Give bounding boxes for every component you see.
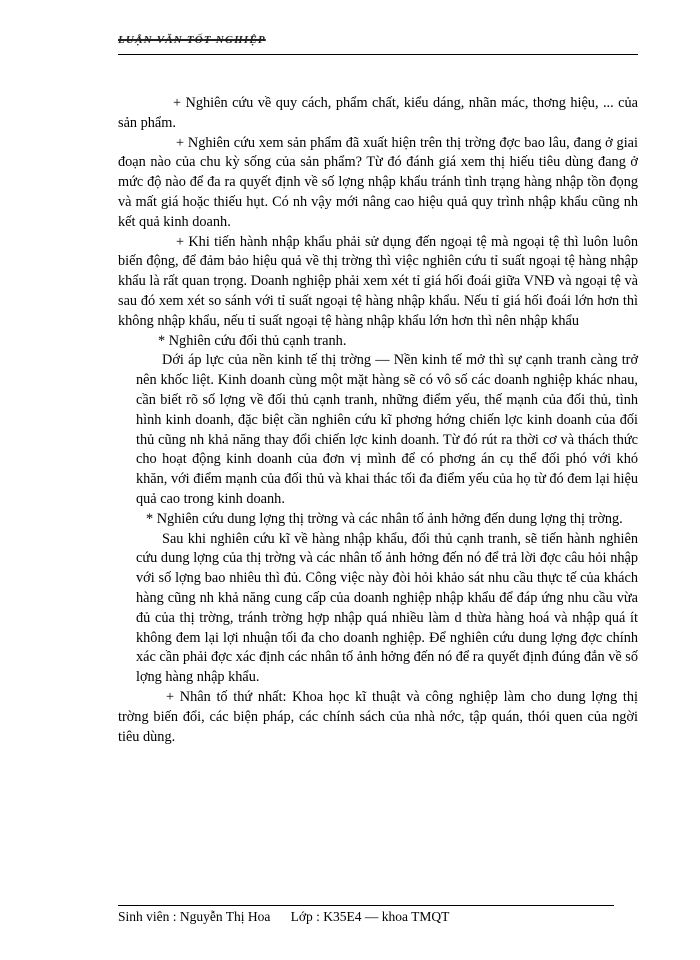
heading-market-capacity: * Nghiên cứu dung lợng thị trờng và các nhân tố ảnh hởng đến dung lợng thị trờng. (146, 510, 623, 527)
footer-student: Sinh viên : Nguyễn Thị Hoa (118, 909, 271, 924)
paragraph-product-specs: + Nghiên cứu về quy cách, phẩm chất, kiểu dáng, nhãn mác, thơng hiệu, ... của sản phẩm. (118, 95, 638, 131)
paragraph-first-factor: + Nhân tố thứ nhất: Khoa học kĩ thuật và công nghiệp làm cho dung lợng thị trờng biến đổi, các biện pháp, các chính sách của nhà nớc, tập quán, thói quen của ngời tiêu dùng. (118, 688, 638, 745)
paragraph-foreign-currency: + Khi tiến hành nhập khẩu phải sử dụng đến ngoại tệ mà ngoại tệ thì luôn luôn biến động, để đảm bảo hiệu quả về thị trờng thì việc nghiên cứu tỉ suất ngoại tệ hàng nhập khẩu là rất quan trọng. Doanh nghiệp phải xem xét tỉ giá hối đoái giữa VNĐ và ngoại tệ và sau đó xem xét so sánh với tỉ suất ngoại tệ hàng nhập khẩu. Nếu tỉ giá hối đoái lớn hơn thì không nhập khẩu, nếu tỉ suất ngoại tệ hàng nhập khẩu lớn hơn thì nên nhập khẩu (118, 233, 638, 329)
page-header (118, 36, 638, 55)
paragraph-product-lifecycle: + Nghiên cứu xem sản phẩm đã xuất hiện trên thị trờng đợc bao lâu, đang ở giai đoạn nào của chu kỳ sống của sản phẩm? Từ đó đánh giá xem thị hiếu tiêu dùng đang ở mức độ nào để đa ra quyết định về số lợng nhập khẩu tránh tình trạng hàng nhập tồn đọng và mất giá hoặc thiếu hụt. Có nh vậy mới nâng cao hiệu quả quy trình nhập khẩu cũng nh kết quả kinh doanh. (118, 134, 638, 230)
document-body (118, 94, 638, 747)
page-footer (118, 909, 638, 925)
footer-class: Lớp : K35E4 — khoa TMQT (290, 909, 450, 924)
heading-competitor-research: * Nghiên cứu đối thủ cạnh tranh. (158, 332, 347, 349)
paragraph-competitors: Dới áp lực của nền kinh tế thị trờng — Nền kinh tế mở thì sự cạnh tranh càng trở nên khốc liệt. Kinh doanh cùng một mặt hàng sẽ có vô số các doanh nghiệp khác nhau, cần biết rõ số lợng về đối thủ cạnh tranh, những điểm yếu, thế mạnh của đối thủ, tình hình kinh doanh, đặc biệt cần nghiên cứu kĩ phơng hớng chiến lợc kinh doanh của đối thủ cũng nh khả năng thay đổi chiến lợc kinh doanh. Từ đó rút ra thời cơ và thách thức cho hoạt động kinh doanh của đơn vị mình để có phơng án cụ thể đối phó với khó khăn, với điểm mạnh của đối thủ và khai thác tối đa điểm yếu của họ từ đó đem lại hiệu quả cao trong kinh doanh. (136, 352, 638, 507)
header-title: LUẬN VĂN TỐT NGHIỆP (118, 34, 266, 46)
paragraph-market-capacity: Sau khi nghiên cứu kĩ về hàng nhập khẩu, đối thủ cạnh tranh, sẽ tiến hành nghiên cứu dung lợng của thị trờng và các nhân tố ảnh hởng đến nó để trả lời đợc câu hỏi nhập với số lợng bao nhiêu thì đủ. Công việc này đòi hỏi khảo sát nhu cầu thực tế của khách hàng cũng nh khả năng cung cấp của doanh nghiệp nhập khẩu để đáp ứng nhu cầu vừa đủ của thị trờng, tránh trờng hợp nhập quá nhiều làm d thừa hàng hoá và nhập quá ít không đem lại lợi nhuận tối đa cho doanh nghiệp. Để nghiên cứu dung lợng đợc chính xác cần phải đợc xác định các nhân tố ảnh hởng đến nó để ra quyết định đúng đắn về số lợng hàng nhập khẩu. (136, 530, 638, 686)
footer-divider (118, 905, 614, 906)
